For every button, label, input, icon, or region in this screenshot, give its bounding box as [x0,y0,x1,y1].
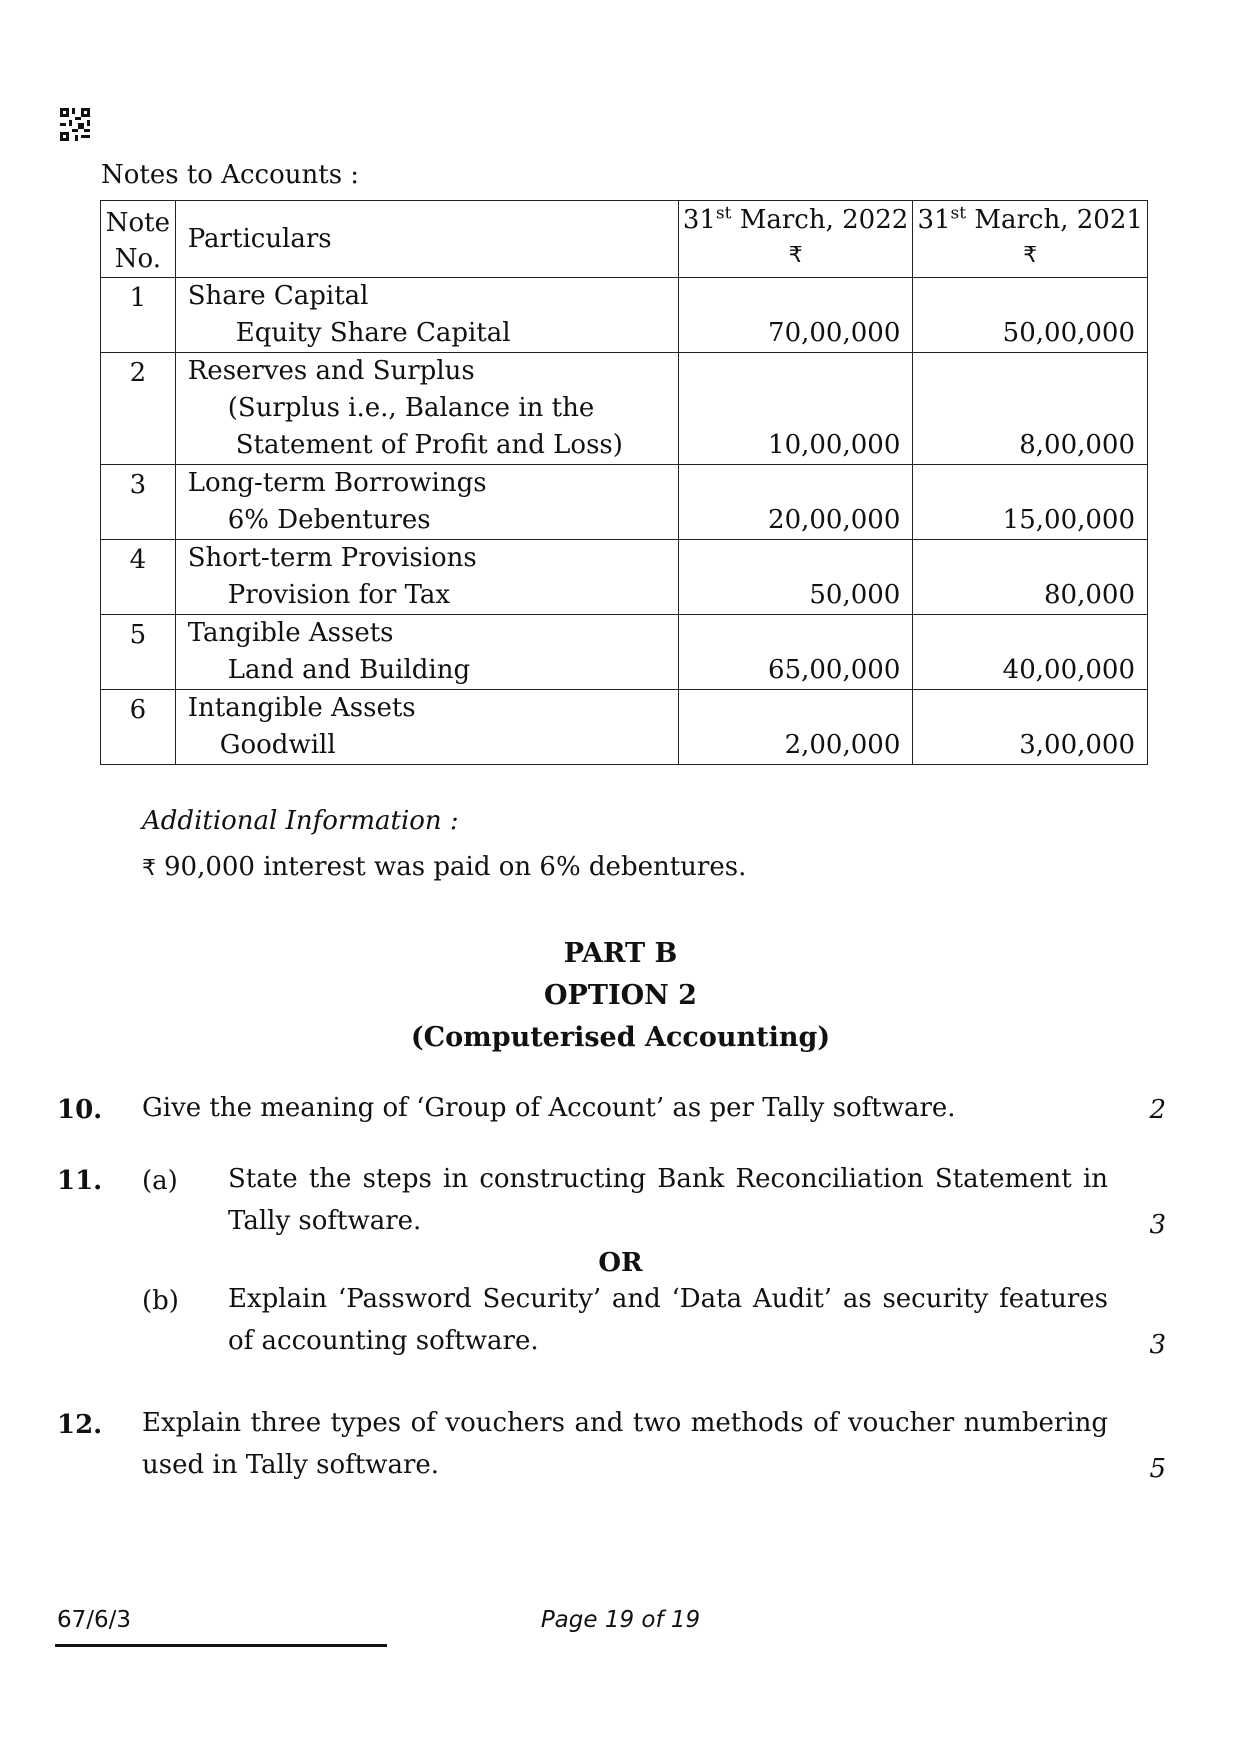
qr-code-icon [60,108,90,141]
header-2022-day: 31 [682,205,716,235]
amount-2022: 2,00,000 [678,690,913,765]
paper-code: 67/6/3 [57,1607,132,1633]
rupee-icon: ₹ [788,243,803,268]
amount-2021: 40,00,000 [913,615,1148,690]
particulars-line: Equity Share Capital [235,318,511,348]
particulars-head: Tangible Assets [187,618,394,648]
note-number: 4 [101,540,176,615]
particulars-cell [175,615,678,690]
note-number: 5 [101,615,176,690]
question-12-number: 12. [57,1410,103,1440]
additional-info-text [142,852,746,882]
header-2021-rest: March, 2021 [966,205,1143,235]
particulars-cell [175,540,678,615]
particulars-head: Short-term Provisions [187,543,477,573]
section-subtitle: (Computerised Accounting) [410,1022,831,1053]
particulars-line: Provision for Tax [227,580,451,610]
page-number: Page 19 of 19 [540,1607,701,1633]
particulars-head: Intangible Assets [187,693,416,723]
table-row [101,278,1148,353]
amount-2022: 50,000 [678,540,913,615]
additional-info-title: Additional Information : [142,806,459,836]
header-2022-rest: March, 2022 [731,205,909,235]
rupee-icon: ₹ [1023,243,1038,268]
question-11a-text: State the steps in constructing Bank Reconciliation Statement in Tally software. [228,1164,1108,1236]
amount-2022: 70,00,000 [678,278,913,353]
question-11b-label: (b) [142,1286,179,1316]
particulars-head: Reserves and Surplus [187,356,475,386]
part-title: PART B [563,938,678,969]
note-number: 2 [101,353,176,465]
particulars-line: Goodwill [219,730,336,760]
particulars-head: Share Capital [187,281,369,311]
particulars-cell [175,465,678,540]
table-row [101,690,1148,765]
particulars-cell [175,690,678,765]
header-note-line2: No. [114,244,161,274]
particulars-line: (Surplus i.e., Balance in the [227,393,595,423]
amount-2021: 15,00,000 [913,465,1148,540]
option-title: OPTION 2 [544,980,697,1011]
amount-2022: 65,00,000 [678,615,913,690]
question-11b-marks: 3 [1149,1330,1166,1360]
particulars-line: Land and Building [227,655,471,685]
table-row [101,615,1148,690]
particulars-cell [175,278,678,353]
question-12-text: Explain three types of vouchers and two methods of voucher numbering used in Tally software. [142,1408,1108,1480]
amount-2021: 80,000 [913,540,1148,615]
particulars-head: Long-term Borrowings [187,468,487,498]
amount-2022: 20,00,000 [678,465,913,540]
rupee-icon: ₹ [142,856,156,881]
header-2022 [678,201,913,278]
header-note-no [101,201,176,278]
header-2022-sup: st [715,203,732,224]
header-note-line1: Note [105,208,170,238]
particulars-cell [175,353,678,465]
question-11b-text: Explain ‘Password Security’ and ‘Data Audit’ as security features of accounting software. [228,1284,1108,1356]
amount-2021: 3,00,000 [913,690,1148,765]
header-2021-sup: st [950,203,967,224]
header-particulars: Particulars [175,201,678,278]
table-row [101,465,1148,540]
footer-divider [55,1644,387,1647]
amount-2021: 50,00,000 [913,278,1148,353]
notes-table [100,200,1148,765]
question-10-text: Give the meaning of ‘Group of Account’ as per Tally software. [142,1093,956,1123]
additional-info-body: 90,000 interest was paid on 6% debentures. [164,852,747,882]
note-number: 3 [101,465,176,540]
question-11a-marks: 3 [1149,1210,1166,1240]
particulars-line: Statement of Profit and Loss) [235,430,623,460]
table-row [101,353,1148,465]
header-2021 [913,201,1148,278]
question-11-number: 11. [57,1166,103,1196]
question-10-number: 10. [57,1095,103,1125]
note-number: 6 [101,690,176,765]
header-2021-day: 31 [917,205,951,235]
or-separator: OR [598,1248,643,1278]
amount-2021: 8,00,000 [913,353,1148,465]
question-10-marks: 2 [1149,1095,1166,1125]
particulars-line: 6% Debentures [227,505,431,535]
amount-2022: 10,00,000 [678,353,913,465]
notes-title: Notes to Accounts : [101,160,360,190]
question-12-marks: 5 [1149,1454,1166,1484]
table-header-row [101,201,1148,278]
note-number: 1 [101,278,176,353]
table-row [101,540,1148,615]
question-11a-label: (a) [142,1166,178,1196]
